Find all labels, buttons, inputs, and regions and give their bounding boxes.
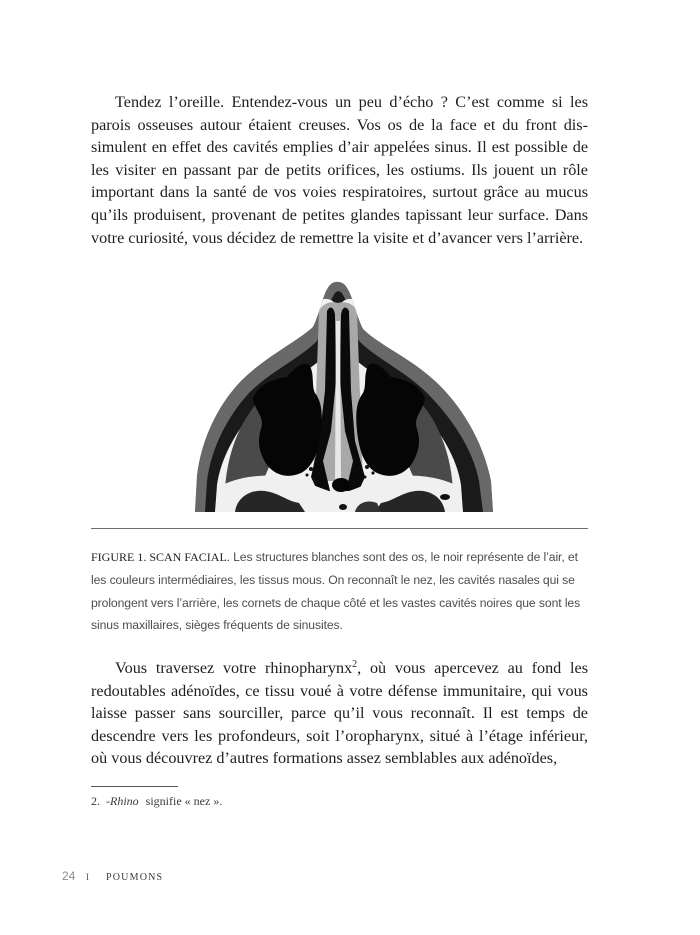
ct-scan-image	[195, 281, 493, 512]
section-title: POUMONS	[106, 872, 164, 883]
footnote-number: 2.	[91, 794, 100, 808]
figure-caption-text: Les structures blanches sont des os, le noir représente de l’air, et les couleurs intermédiaires, les tissus mous. On reconnaît le nez, les cavités nasales qui se prolongent vers l’arrière, les cornets de chaque côté et les vastes cavités noires que sont les sinus maxillaires, sièges fréquents de sinusites.	[91, 550, 581, 633]
running-footer	[62, 869, 163, 883]
paragraph-text-end: , où vous apercevez au fond les redoutables adénoïdes, ce tissu voué à votre défense immunitaire, qui vous laisse passer sans sourciller, parce qu’il vous reconnaît. Il est temps de descendre vers les profondeurs, soit l’oropharynx, situé à l’étage inférieur, où vous découvrez d’autres formations assez semblables aux adénoïdes,	[91, 659, 588, 768]
figure-caption-label: FIGURE 1. SCAN FACIAL.	[91, 550, 230, 564]
footer-separator: I	[86, 872, 89, 882]
paragraph-text: Tendez l’oreille. Entendez-vous un peu d’écho ? C’est comme si les parois osseuses autour étaient creuses. Vos os de la face et du front dissimulent en effet des cavités emplies d’air appelées sinus. Il est possible de les visiter en passant par de petits orifices, les ostiums. Ils jouent un rôle important dans la santé de vos voies respiratoires, surtout grâce au mucus qu’ils produisent, provenant de petites glandes tapissant leur surface. Dans votre curiosité, vous décidez de remettre la visite et d’avancer vers l’arrière.	[91, 93, 588, 247]
footnote-term: -Rhino	[106, 794, 139, 808]
paragraph-text	[91, 657, 588, 770]
footnote-item	[91, 793, 222, 809]
footnote-reference[interactable]: 2	[352, 659, 358, 670]
paragraph-text-start: Vous traversez votre rhinopharynx	[115, 659, 353, 677]
footnote-divider-rule	[91, 786, 178, 787]
facial-scan-figure	[195, 281, 493, 512]
paragraph-rhinopharynx	[91, 657, 588, 770]
page-number: 24	[62, 869, 76, 883]
figure-divider-rule	[91, 528, 588, 529]
footnote-text: signifie « nez ».	[145, 794, 223, 808]
paragraph-sinus-intro	[91, 91, 588, 249]
figure-caption	[91, 546, 591, 637]
